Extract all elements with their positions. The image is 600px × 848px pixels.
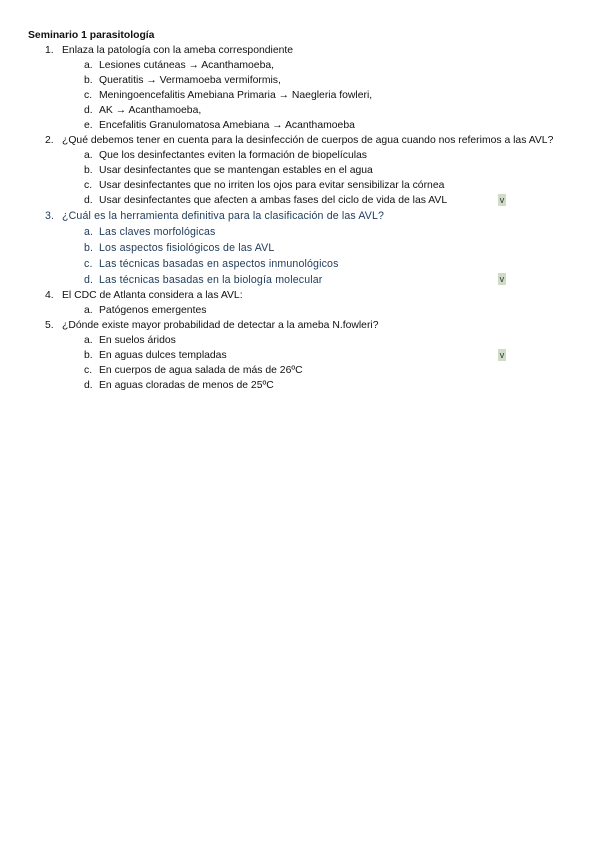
option-text: AK → Acanthamoeba, xyxy=(99,105,202,116)
option-text: Los aspectos fisiológicos de las AVL xyxy=(99,242,275,254)
option-letter: e. xyxy=(84,120,93,131)
option-letter: c. xyxy=(84,180,93,191)
option-letter: b. xyxy=(84,350,93,361)
option-letter: a. xyxy=(84,335,93,346)
option-text: Usar desinfectantes que se mantengan estables en el agua xyxy=(99,165,373,176)
option-letter: c. xyxy=(84,365,93,376)
question-number: 2. xyxy=(45,135,54,146)
option-text: Usar desinfectantes que no irriten los ojos para evitar sensibilizar la córnea xyxy=(99,180,445,191)
option-text: En aguas dulces templadas xyxy=(99,350,227,361)
question-text: El CDC de Atlanta considera a las AVL: xyxy=(62,290,243,301)
option-3c xyxy=(28,256,568,272)
option-letter: d. xyxy=(84,105,93,116)
option-letter: a. xyxy=(84,226,94,238)
option-letter: b. xyxy=(84,165,93,176)
option-letter: a. xyxy=(84,150,93,161)
question-text: ¿Qué debemos tener en cuenta para la desinfección de cuerpos de agua cuando nos referimos a las AVL? xyxy=(62,135,554,146)
option-2b xyxy=(28,163,568,178)
option-text: Las técnicas basadas en la biología molecular xyxy=(99,274,323,286)
option-text: Encefalitis Granulomatosa Amebiana → Acanthamoeba xyxy=(99,120,355,131)
option-text: Las técnicas basadas en aspectos inmunológicos xyxy=(99,258,339,270)
option-1d xyxy=(28,103,568,118)
option-1b xyxy=(28,73,568,88)
option-letter: d. xyxy=(84,195,93,206)
option-5d xyxy=(28,378,568,393)
option-2c xyxy=(28,178,568,193)
answer-check-mark: v xyxy=(499,195,505,205)
question-4 xyxy=(28,288,568,303)
option-4a xyxy=(28,303,568,318)
option-letter: c. xyxy=(84,258,93,270)
option-5b xyxy=(28,348,568,363)
option-1c xyxy=(28,88,568,103)
option-letter: d. xyxy=(84,380,93,391)
option-text: En cuerpos de agua salada de más de 26ºC xyxy=(99,365,303,376)
document-title: Seminario 1 parasitología xyxy=(28,30,155,41)
option-letter: a. xyxy=(84,305,93,316)
option-1a xyxy=(28,58,568,73)
question-number: 1. xyxy=(45,45,54,56)
option-3d xyxy=(28,272,568,288)
option-3a xyxy=(28,224,568,240)
option-1e xyxy=(28,118,568,133)
option-letter: a. xyxy=(84,60,93,71)
option-text: Queratitis → Vermamoeba vermiformis, xyxy=(99,75,281,86)
option-2d xyxy=(28,193,568,208)
question-text: ¿Dónde existe mayor probabilidad de detectar a la ameba N.fowleri? xyxy=(62,320,379,331)
question-text: Enlaza la patología con la ameba correspondiente xyxy=(62,45,294,56)
option-5a xyxy=(28,333,568,348)
option-letter: c. xyxy=(84,90,93,101)
option-5c xyxy=(28,363,568,378)
question-text: ¿Cuál es la herramienta definitiva para la clasificación de las AVL? xyxy=(62,210,385,222)
answer-check-mark: v xyxy=(499,274,505,284)
document-page xyxy=(28,28,568,393)
question-number: 5. xyxy=(45,320,54,331)
option-text: En aguas cloradas de menos de 25ºC xyxy=(99,380,274,391)
option-3b xyxy=(28,240,568,256)
option-letter: b. xyxy=(84,242,94,254)
option-2a xyxy=(28,148,568,163)
option-text: Lesiones cutáneas → Acanthamoeba, xyxy=(99,60,275,71)
question-2 xyxy=(28,133,568,148)
option-text: Usar desinfectantes que afecten a ambas fases del ciclo de vida de las AVL xyxy=(99,195,448,206)
option-text: Patógenos emergentes xyxy=(99,305,207,316)
question-5 xyxy=(28,318,568,333)
question-number: 4. xyxy=(45,290,54,301)
answer-check-mark: v xyxy=(499,350,505,360)
option-text: En suelos áridos xyxy=(99,335,176,346)
option-text: Las claves morfológicas xyxy=(99,226,216,238)
question-number: 3. xyxy=(45,210,55,222)
option-text: Que los desinfectantes eviten la formación de biopelículas xyxy=(99,150,368,161)
question-1 xyxy=(28,43,568,58)
option-letter: b. xyxy=(84,75,93,86)
option-letter: d. xyxy=(84,274,94,286)
question-3 xyxy=(28,208,568,224)
option-text: Meningoencefalitis Amebiana Primaria → Naegleria fowleri, xyxy=(99,90,373,101)
